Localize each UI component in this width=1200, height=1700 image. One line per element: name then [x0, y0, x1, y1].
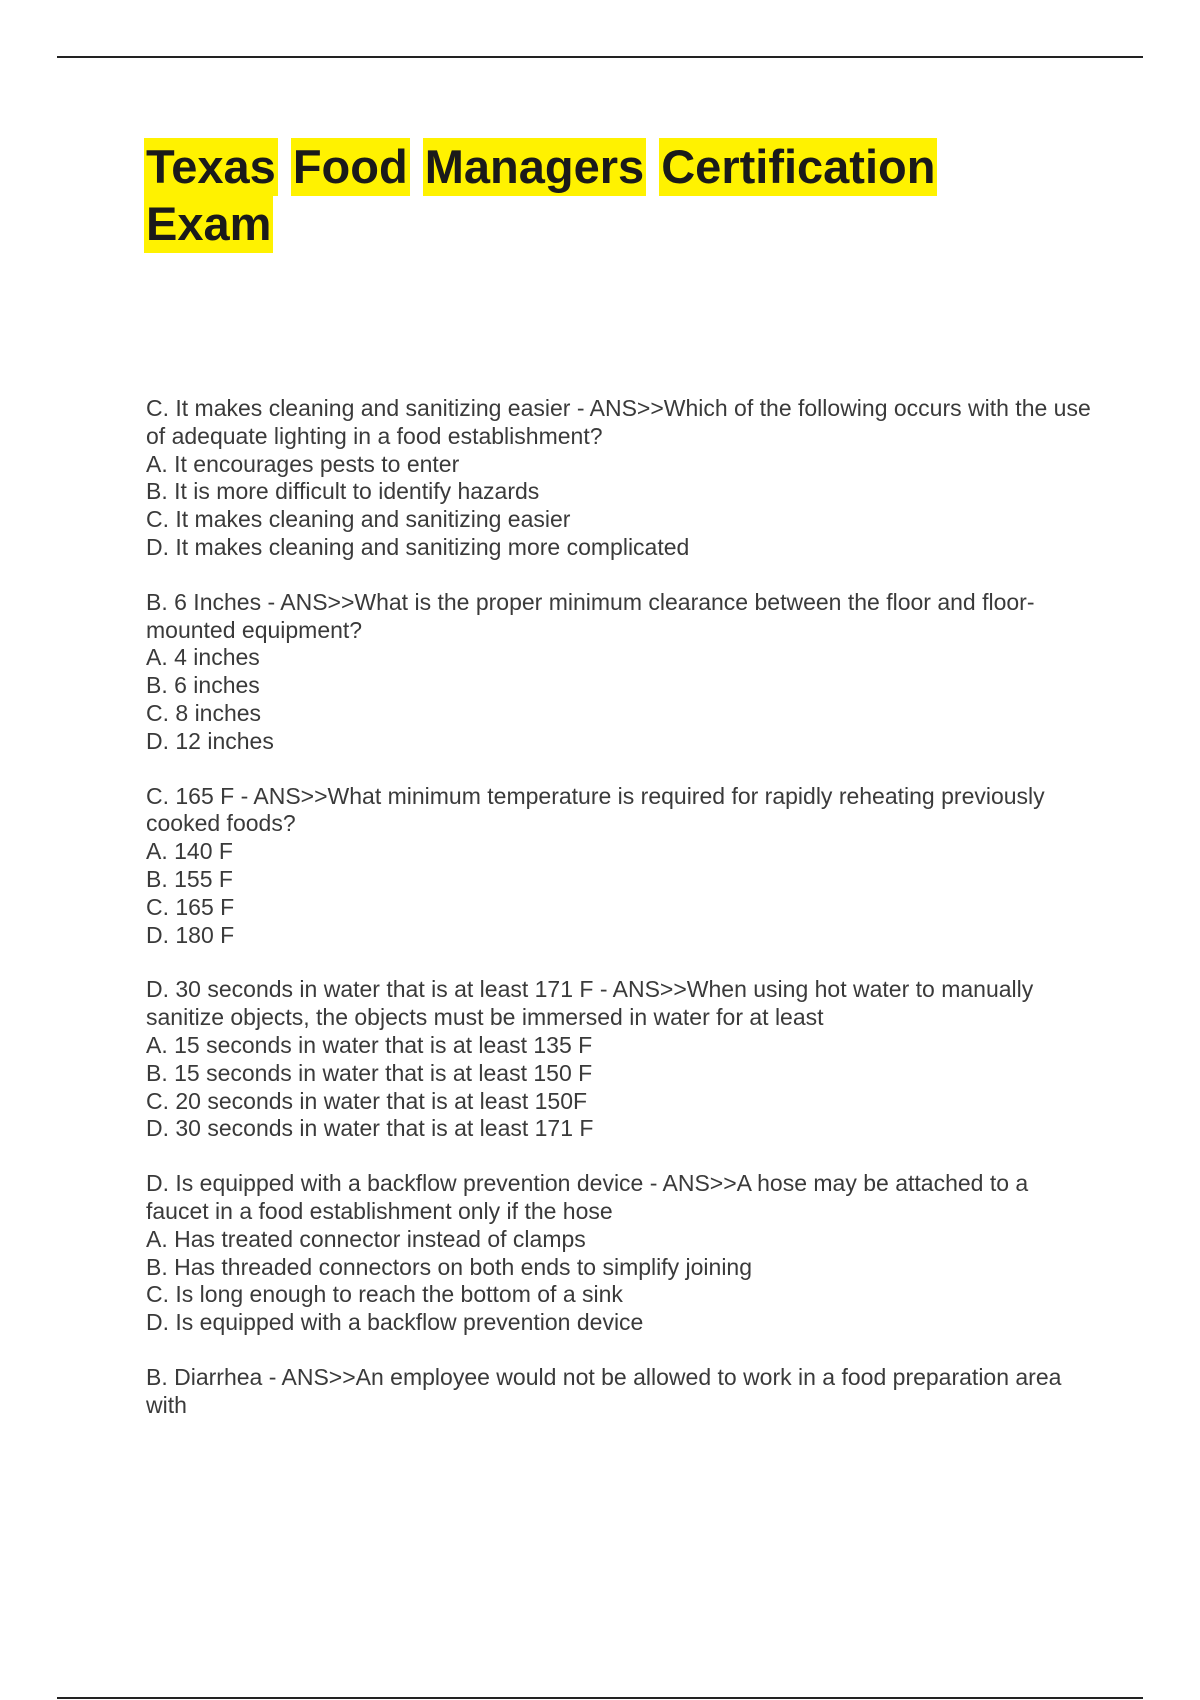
question-stem: D. 30 seconds in water that is at least 171 F - ANS>>When using hot water to manually sanitize objects, the objects must be immersed in water for at least	[146, 976, 1034, 1031]
question-block	[146, 395, 1096, 562]
answer-option: B. 155 F	[146, 865, 233, 892]
answer-option: C. Is long enough to reach the bottom of a sink	[146, 1281, 623, 1308]
title-word: Certification	[659, 138, 937, 196]
question-block	[146, 1170, 1096, 1337]
question-block	[146, 976, 1096, 1143]
answer-option: A. Has treated connector instead of clamps	[146, 1225, 586, 1252]
answer-option: A. 15 seconds in water that is at least 135 F	[146, 1031, 593, 1058]
answer-option: A. It encourages pests to enter	[146, 450, 460, 477]
question-list	[146, 395, 1096, 1447]
answer-option: D. 30 seconds in water that is at least 171 F	[146, 1115, 594, 1142]
answer-option: B. 15 seconds in water that is at least 150 F	[146, 1059, 593, 1086]
question-stem: B. Diarrhea - ANS>>An employee would not be allowed to work in a food preparation area with	[146, 1363, 1062, 1418]
page-title	[144, 138, 1044, 252]
answer-option: C. 20 seconds in water that is at least 150F	[146, 1087, 588, 1114]
answer-option: D. 180 F	[146, 921, 235, 948]
title-word: Managers	[423, 138, 646, 196]
question-stem: C. It makes cleaning and sanitizing easier - ANS>>Which of the following occurs with the use of adequate lighting in a food establishment?	[146, 395, 1091, 449]
question-stem: C. 165 F - ANS>>What minimum temperature is required for rapidly reheating previously cooked foods?	[146, 782, 1045, 837]
answer-option: C. 165 F	[146, 893, 235, 920]
answer-option: D. 12 inches	[146, 727, 274, 754]
bottom-rule	[57, 1697, 1143, 1699]
answer-option: A. 4 inches	[146, 644, 260, 671]
answer-option: D. It makes cleaning and sanitizing more complicated	[146, 533, 690, 560]
answer-option: C. 8 inches	[146, 699, 262, 726]
answer-option: C. It makes cleaning and sanitizing easier	[146, 506, 571, 533]
top-rule	[57, 56, 1143, 58]
answer-option: A. 140 F	[146, 838, 233, 865]
answer-option: B. It is more difficult to identify hazards	[146, 478, 540, 505]
question-block	[146, 1364, 1096, 1420]
answer-option: D. Is equipped with a backflow prevention device	[146, 1309, 644, 1336]
question-block	[146, 589, 1096, 756]
question-stem: D. Is equipped with a backflow prevention device - ANS>>A hose may be attached to a faucet in a food establishment only if the hose	[146, 1170, 1029, 1224]
answer-option: B. Has threaded connectors on both ends to simplify joining	[146, 1253, 753, 1280]
question-block	[146, 783, 1096, 950]
title-word: Texas	[144, 138, 278, 196]
title-word: Food	[291, 138, 410, 196]
answer-option: B. 6 inches	[146, 672, 260, 699]
title-word: Exam	[144, 195, 273, 253]
question-stem: B. 6 Inches - ANS>>What is the proper minimum clearance between the floor and floor-mounted equipment?	[146, 588, 1035, 643]
